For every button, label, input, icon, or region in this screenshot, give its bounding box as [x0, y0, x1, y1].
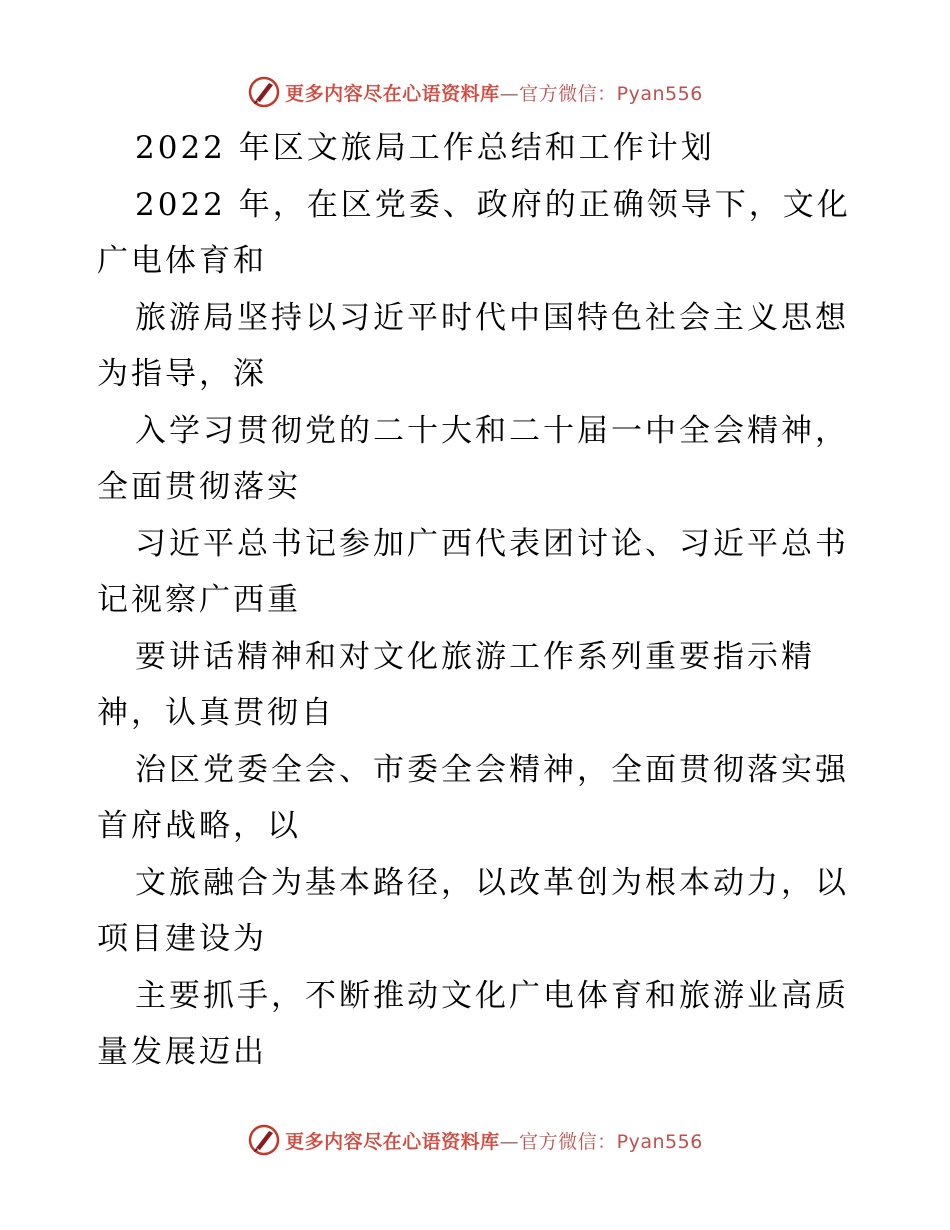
watermark-separator: — — [499, 82, 520, 105]
document-title: 2022 年区文旅局工作总结和工作计划 — [135, 130, 715, 166]
paragraph-line: 广电体育和 — [97, 243, 267, 279]
paragraph-line: 旅游局坚持以习近平时代中国特色社会主义思想 — [135, 299, 849, 336]
header-watermark — [0, 72, 950, 112]
watermark-text — [285, 79, 703, 106]
paragraph-line: 入学习贯彻党的二十大和二十届一中全会精神， — [135, 412, 849, 449]
paragraph-line: 记视察广西重 — [97, 582, 301, 618]
watermark-brand: 更多内容尽在心语资料库 — [285, 82, 500, 105]
watermark-contact: 官方微信：Pyan556 — [519, 82, 703, 105]
paragraph-line: 要讲话精神和对文化旅游工作系列重要指示精 — [135, 638, 815, 675]
paragraph-line: 为指导，深 — [97, 356, 267, 392]
paragraph-line: 神，认真贯彻自 — [97, 695, 335, 731]
watermark-text — [285, 1127, 703, 1154]
paragraph-line: 习近平总书记参加广西代表团讨论、习近平总书 — [135, 525, 849, 562]
paragraph-line: 项目建设为 — [97, 921, 267, 957]
watermark-brand: 更多内容尽在心语资料库 — [285, 1130, 500, 1153]
watermark-group — [247, 75, 703, 109]
quill-pen-circle-icon — [247, 1123, 281, 1157]
watermark-contact: 官方微信：Pyan556 — [519, 1130, 703, 1153]
paragraph-line: 全面贯彻落实 — [97, 469, 301, 505]
footer-watermark — [0, 1120, 950, 1160]
watermark-separator: — — [499, 1130, 520, 1153]
paragraph-line: 2022 年，在区党委、政府的正确领导下，文化 — [135, 186, 851, 223]
paragraph-line: 主要抓手，不断推动文化广电体育和旅游业高质 — [135, 977, 849, 1014]
paragraph-line: 量发展迈出 — [97, 1034, 267, 1070]
paragraph-line: 首府战略，以 — [97, 808, 301, 844]
paragraph-line: 文旅融合为基本路径，以改革创为根本动力，以 — [135, 864, 849, 901]
paragraph-line: 治区党委全会、市委全会精神，全面贯彻落实强 — [135, 751, 849, 788]
watermark-group — [247, 1123, 703, 1157]
document-body — [97, 120, 857, 1081]
quill-pen-circle-icon — [247, 75, 281, 109]
